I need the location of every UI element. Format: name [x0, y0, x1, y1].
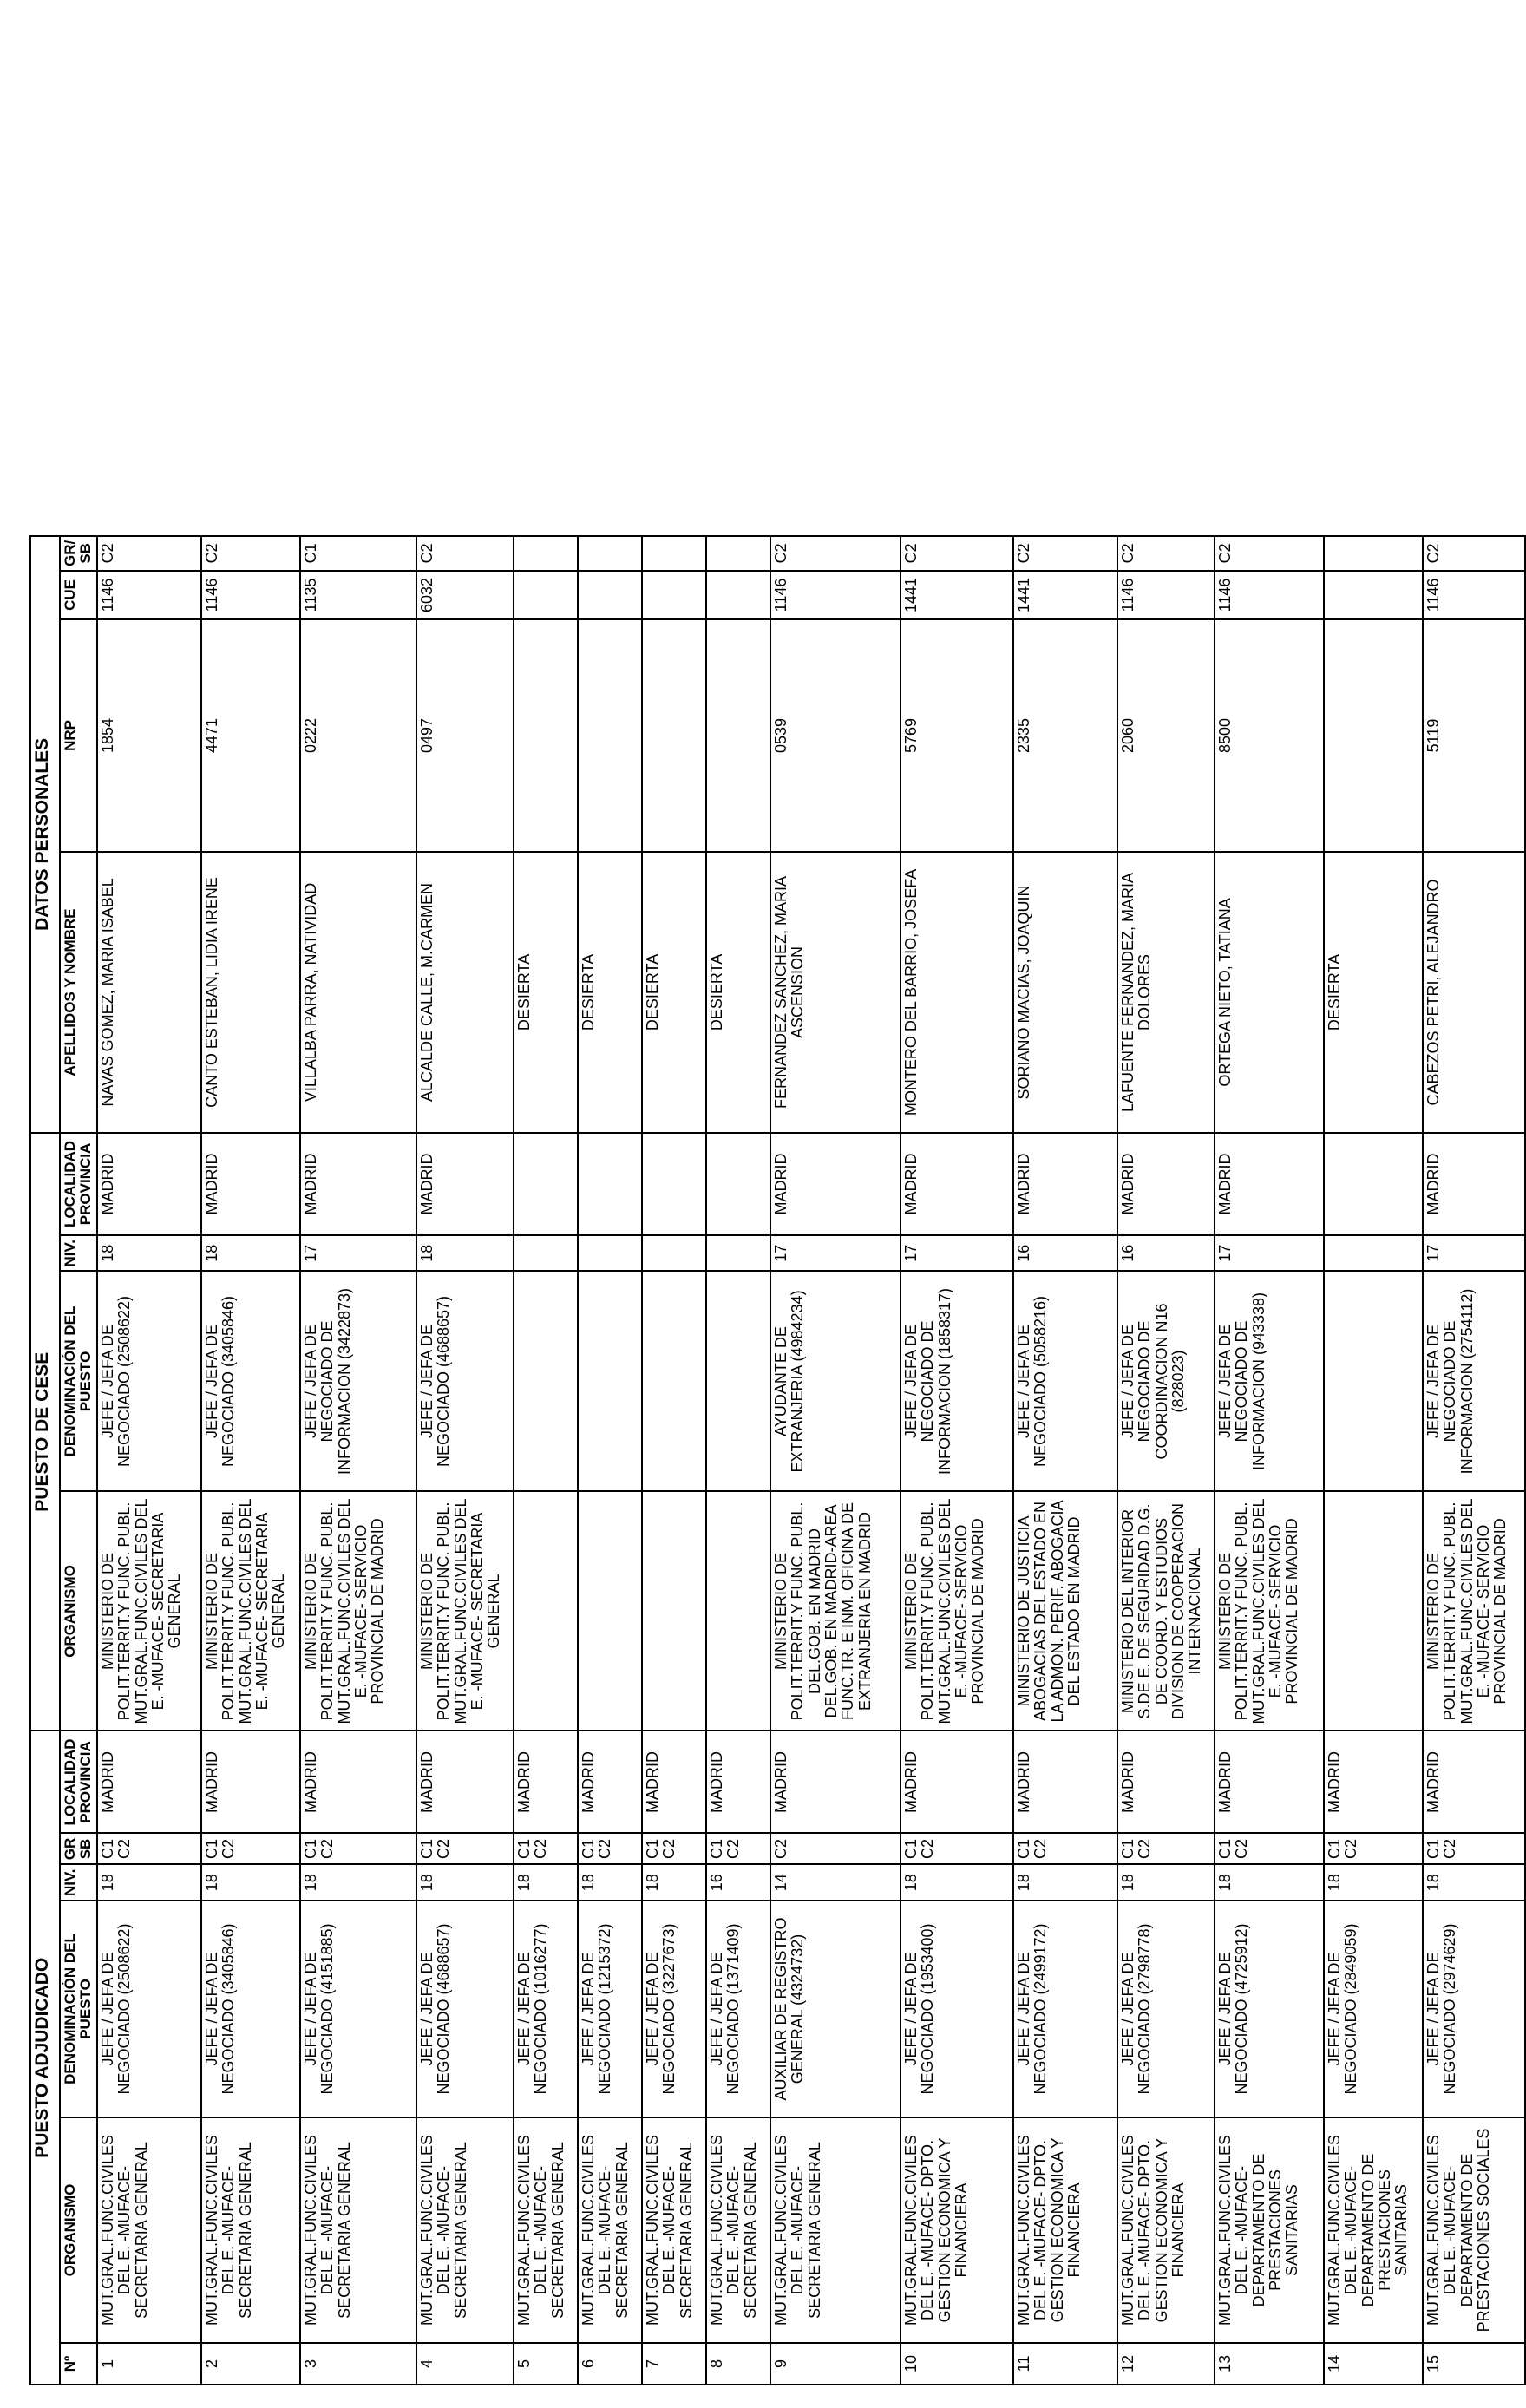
- cell-organismo: MUT.GRAL.FUNC.CIVILES DEL E. -MUFACE- DPTO. GESTION ECONOMICA Y FINANCIERA: [901, 2117, 1013, 2343]
- cell-num: 1: [97, 2343, 201, 2385]
- cell-gr-sb-2: [642, 536, 706, 571]
- cell-cese-niv: 18: [97, 1235, 201, 1272]
- cell-apellidos: DESIERTA: [1324, 852, 1423, 1133]
- cell-gr-sb: C1 C2: [300, 1833, 416, 1864]
- cell-cese-organismo: MINISTERIO DE POLIT.TERRIT.Y FUNC. PUBL. MUT.GRAL.FUNC.CIVILES DEL E. -MUFACE- SECRETARIA GENERAL: [201, 1491, 300, 1731]
- cell-cese-localidad: MADRID: [300, 1133, 416, 1235]
- cell-cue: 1146: [1215, 571, 1324, 619]
- cell-denominacion: JEFE / JEFA DE NEGOCIADO (3227673): [642, 1901, 706, 2117]
- col-cese-denominacion: DENOMINACIÓN DEL PUESTO: [60, 1271, 97, 1491]
- cell-niv: 18: [1013, 1864, 1117, 1901]
- cell-apellidos: CABEZOS PETRI, ALEJANDRO: [1423, 852, 1525, 1133]
- resolution-table: [29, 535, 1526, 2385]
- cell-localidad: MADRID: [1423, 1731, 1525, 1833]
- cell-cese-denominacion: AYUDANTE DE EXTRANJERIA (4984234): [770, 1271, 901, 1491]
- cell-localidad: MADRID: [97, 1731, 201, 1833]
- cell-cese-niv: 18: [416, 1235, 514, 1272]
- cell-cese-localidad: [1324, 1133, 1423, 1235]
- cell-organismo: MUT.GRAL.FUNC.CIVILES DEL E. -MUFACE- SECRETARIA GENERAL: [97, 2117, 201, 2343]
- cell-num: 6: [578, 2343, 642, 2385]
- cell-localidad: MADRID: [901, 1731, 1013, 1833]
- col-apellidos: APELLIDOS Y NOMBRE: [60, 852, 97, 1133]
- cell-organismo: MUT.GRAL.FUNC.CIVILES DEL E. -MUFACE- SECRETARIA GENERAL: [642, 2117, 706, 2343]
- cell-niv: 18: [97, 1864, 201, 1901]
- cell-apellidos: MONTERO DEL BARRIO, JOSEFA: [901, 852, 1013, 1133]
- cell-nrp: [514, 619, 578, 852]
- cell-cese-localidad: [706, 1133, 770, 1235]
- cell-nrp: [578, 619, 642, 852]
- cell-nrp: [642, 619, 706, 852]
- cell-niv: 18: [578, 1864, 642, 1901]
- cell-gr-sb-2: C2: [901, 536, 1013, 571]
- cell-cese-denominacion: JEFE / JEFA DE NEGOCIADO DE INFORMACION (3422873): [300, 1271, 416, 1491]
- cell-cese-denominacion: JEFE / JEFA DE NEGOCIADO DE INFORMACION (2754112): [1423, 1271, 1525, 1491]
- cell-niv: 18: [1324, 1864, 1423, 1901]
- cell-nrp: 1854: [97, 619, 201, 852]
- col-cese-organismo: ORGANISMO: [60, 1491, 97, 1731]
- cell-denominacion: JEFE / JEFA DE NEGOCIADO (2798778): [1117, 1901, 1215, 2117]
- cell-gr-sb-2: [706, 536, 770, 571]
- cell-gr-sb: C1 C2: [1215, 1833, 1324, 1864]
- cell-gr-sb: C1 C2: [97, 1833, 201, 1864]
- cell-cese-niv: 16: [1013, 1235, 1117, 1272]
- cell-localidad: MADRID: [201, 1731, 300, 1833]
- cell-cese-localidad: MADRID: [201, 1133, 300, 1235]
- cell-nrp: 2335: [1013, 619, 1117, 852]
- cell-cese-denominacion: JEFE / JEFA DE NEGOCIADO (4688657): [416, 1271, 514, 1491]
- table-row: [1324, 536, 1423, 2385]
- cell-cese-niv: 17: [901, 1235, 1013, 1272]
- cell-num: 11: [1013, 2343, 1117, 2385]
- cell-nrp: 5769: [901, 619, 1013, 852]
- table-row: [1117, 536, 1215, 2385]
- cell-cese-niv: [642, 1235, 706, 1272]
- cell-denominacion: JEFE / JEFA DE NEGOCIADO (4688657): [416, 1901, 514, 2117]
- cell-cese-organismo: MINISTERIO DE POLIT.TERRIT.Y FUNC. PUBL. MUT.GRAL.FUNC.CIVILES DEL E. -MUFACE- SERVICIO PROVINCIAL DE MADRID: [1423, 1491, 1525, 1731]
- cell-denominacion: JEFE / JEFA DE NEGOCIADO (4151885): [300, 1901, 416, 2117]
- col-gr-sb: GR SB: [60, 1833, 97, 1864]
- cell-localidad: MADRID: [300, 1731, 416, 1833]
- cell-apellidos: SORIANO MACIAS, JOAQUIN: [1013, 852, 1117, 1133]
- cell-denominacion: JEFE / JEFA DE NEGOCIADO (2974629): [1423, 1901, 1525, 2117]
- table-row: [1215, 536, 1324, 2385]
- cell-gr-sb-2: [514, 536, 578, 571]
- cell-niv: 18: [201, 1864, 300, 1901]
- cell-cese-denominacion: [514, 1271, 578, 1491]
- cell-denominacion: JEFE / JEFA DE NEGOCIADO (1016277): [514, 1901, 578, 2117]
- cell-niv: 18: [901, 1864, 1013, 1901]
- section-puesto-adjudicado: PUESTO ADJUDICADO: [30, 1731, 60, 2385]
- cell-cese-denominacion: [706, 1271, 770, 1491]
- cell-nrp: [706, 619, 770, 852]
- col-niv: NIV.: [60, 1864, 97, 1901]
- cell-cese-niv: 17: [1215, 1235, 1324, 1272]
- cell-cue: 1135: [300, 571, 416, 619]
- cell-cese-organismo: MINISTERIO DE POLIT.TERRIT.Y FUNC. PUBL. MUT.GRAL.FUNC.CIVILES DEL E. -MUFACE- SERVICIO PROVINCIAL DE MADRID: [300, 1491, 416, 1731]
- cell-apellidos: FERNANDEZ SANCHEZ, MARIA ASCENSION: [770, 852, 901, 1133]
- cell-organismo: MUT.GRAL.FUNC.CIVILES DEL E. -MUFACE- DPTO. GESTION ECONOMICA Y FINANCIERA: [1117, 2117, 1215, 2343]
- cell-cese-organismo: MINISTERIO DE JUSTICIA ABOGACIAS DEL ESTADO EN LA ADMON. PERIF. ABOGACIA DEL ESTADO EN MADRID: [1013, 1491, 1117, 1731]
- cell-cese-localidad: MADRID: [97, 1133, 201, 1235]
- cell-cese-localidad: MADRID: [901, 1133, 1013, 1235]
- cell-gr-sb-2: [578, 536, 642, 571]
- table-row: [1013, 536, 1117, 2385]
- cell-apellidos: NAVAS GOMEZ, MARIA ISABEL: [97, 852, 201, 1133]
- cell-cue: [642, 571, 706, 619]
- cell-denominacion: JEFE / JEFA DE NEGOCIADO (3405846): [201, 1901, 300, 2117]
- table-row: [642, 536, 706, 2385]
- cell-num: 7: [642, 2343, 706, 2385]
- cell-num: 2: [201, 2343, 300, 2385]
- cell-localidad: MADRID: [1117, 1731, 1215, 1833]
- cell-nrp: 0497: [416, 619, 514, 852]
- cell-denominacion: JEFE / JEFA DE NEGOCIADO (2849059): [1324, 1901, 1423, 2117]
- cell-cese-localidad: MADRID: [1117, 1133, 1215, 1235]
- cell-cue: 1146: [770, 571, 901, 619]
- col-denominacion: DENOMINACIÓN DEL PUESTO: [60, 1901, 97, 2117]
- cell-cue: [1324, 571, 1423, 619]
- cell-cese-organismo: MINISTERIO DE POLIT.TERRIT.Y FUNC. PUBL. MUT.GRAL.FUNC.CIVILES DEL E. -MUFACE- SECRETARIA GENERAL: [97, 1491, 201, 1731]
- cell-num: 15: [1423, 2343, 1525, 2385]
- cell-cese-niv: 17: [770, 1235, 901, 1272]
- cell-cue: 1146: [1117, 571, 1215, 619]
- cell-denominacion: JEFE / JEFA DE NEGOCIADO (2499172): [1013, 1901, 1117, 2117]
- cell-gr-sb-2: C2: [1423, 536, 1525, 571]
- cell-num: 13: [1215, 2343, 1324, 2385]
- cell-cese-organismo: MINISTERIO DE POLIT.TERRIT.Y FUNC. PUBL. MUT.GRAL.FUNC.CIVILES DEL E. -MUFACE- SECRETARIA GENERAL: [416, 1491, 514, 1731]
- col-localidad: LOCALIDAD PROVINCIA: [60, 1731, 97, 1833]
- cell-gr-sb: C1 C2: [1013, 1833, 1117, 1864]
- cell-apellidos: ORTEGA NIETO, TATIANA: [1215, 852, 1324, 1133]
- cell-cese-niv: 18: [201, 1235, 300, 1272]
- cell-cese-organismo: MINISTERIO DEL INTERIOR S.DE E. DE SEGURIDAD D.G. DE COORD. Y ESTUDIOS DIVISION DE COOPERACION INTERNACIONAL: [1117, 1491, 1215, 1731]
- cell-organismo: MUT.GRAL.FUNC.CIVILES DEL E. -MUFACE- DEPARTAMENTO DE PRESTACIONES SOCIALES: [1423, 2117, 1525, 2343]
- cell-denominacion: JEFE / JEFA DE NEGOCIADO (1215372): [578, 1901, 642, 2117]
- cell-apellidos: CANTO ESTEBAN, LIDIA IRENE: [201, 852, 300, 1133]
- cell-cese-localidad: [578, 1133, 642, 1235]
- cell-cese-denominacion: JEFE / JEFA DE NEGOCIADO DE COORDINACION N16 (828023): [1117, 1271, 1215, 1491]
- cell-localidad: MADRID: [1215, 1731, 1324, 1833]
- cell-apellidos: VILLALBA PARRA, NATIVIDAD: [300, 852, 416, 1133]
- cell-organismo: MUT.GRAL.FUNC.CIVILES DEL E. -MUFACE- DEPARTAMENTO DE PRESTACIONES SANITARIAS: [1215, 2117, 1324, 2343]
- cell-organismo: MUT.GRAL.FUNC.CIVILES DEL E. -MUFACE- SECRETARIA GENERAL: [514, 2117, 578, 2343]
- cell-gr-sb: C1 C2: [901, 1833, 1013, 1864]
- cell-organismo: MUT.GRAL.FUNC.CIVILES DEL E. -MUFACE- DPTO. GESTION ECONOMICA Y FINANCIERA: [1013, 2117, 1117, 2343]
- col-gr-sb-2: GR/ SB: [60, 536, 97, 571]
- cell-cese-localidad: MADRID: [1423, 1133, 1525, 1235]
- cell-gr-sb-2: C2: [97, 536, 201, 571]
- cell-cese-organismo: [1324, 1491, 1423, 1731]
- cell-num: 8: [706, 2343, 770, 2385]
- cell-apellidos: DESIERTA: [706, 852, 770, 1133]
- cell-organismo: MUT.GRAL.FUNC.CIVILES DEL E. -MUFACE- SECRETARIA GENERAL: [770, 2117, 901, 2343]
- cell-cese-denominacion: JEFE / JEFA DE NEGOCIADO DE INFORMACION (943338): [1215, 1271, 1324, 1491]
- table-row: [416, 536, 514, 2385]
- cell-nrp: 0222: [300, 619, 416, 852]
- col-organismo: ORGANISMO: [60, 2117, 97, 2343]
- table-row: [901, 536, 1013, 2385]
- cell-cese-niv: [514, 1235, 578, 1272]
- cell-organismo: MUT.GRAL.FUNC.CIVILES DEL E. -MUFACE- SECRETARIA GENERAL: [201, 2117, 300, 2343]
- cell-num: 14: [1324, 2343, 1423, 2385]
- cell-cese-localidad: MADRID: [770, 1133, 901, 1235]
- cell-cue: 1146: [1423, 571, 1525, 619]
- cell-cese-denominacion: [642, 1271, 706, 1491]
- cell-cue: 1146: [97, 571, 201, 619]
- table-row: [1423, 536, 1525, 2385]
- cell-denominacion: JEFE / JEFA DE NEGOCIADO (2508622): [97, 1901, 201, 2117]
- col-nrp: NRP: [60, 619, 97, 852]
- cell-cese-localidad: MADRID: [416, 1133, 514, 1235]
- cell-cese-niv: [706, 1235, 770, 1272]
- cell-gr-sb-2: C1: [300, 536, 416, 571]
- cell-niv: 18: [416, 1864, 514, 1901]
- cell-cese-organismo: MINISTERIO DE POLIT.TERRIT.Y FUNC. PUBL. DEL.GOB. EN MADRID DEL.GOB. EN MADRID-AREA FUNC.TR. E INM. OFICINA DE EXTRANJERIA EN MADRID: [770, 1491, 901, 1731]
- cell-cue: [578, 571, 642, 619]
- cell-niv: 16: [706, 1864, 770, 1901]
- cell-niv: 18: [1215, 1864, 1324, 1901]
- cell-apellidos: DESIERTA: [642, 852, 706, 1133]
- table-row: [201, 536, 300, 2385]
- cell-nrp: 4471: [201, 619, 300, 852]
- cell-gr-sb: C1 C2: [642, 1833, 706, 1864]
- cell-localidad: MADRID: [416, 1731, 514, 1833]
- cell-denominacion: JEFE / JEFA DE NEGOCIADO (4725912): [1215, 1901, 1324, 2117]
- cell-cese-organismo: [706, 1491, 770, 1731]
- cell-gr-sb: C1 C2: [706, 1833, 770, 1864]
- cell-cese-niv: 16: [1117, 1235, 1215, 1272]
- cell-localidad: MADRID: [642, 1731, 706, 1833]
- cell-cese-localidad: MADRID: [1013, 1133, 1117, 1235]
- cell-apellidos: DESIERTA: [578, 852, 642, 1133]
- table-row: [514, 536, 578, 2385]
- cell-gr-sb-2: C2: [201, 536, 300, 571]
- cell-cese-niv: [1324, 1235, 1423, 1272]
- cell-cue: 1146: [201, 571, 300, 619]
- cell-localidad: MADRID: [706, 1731, 770, 1833]
- cell-localidad: MADRID: [1013, 1731, 1117, 1833]
- cell-gr-sb-2: C2: [770, 536, 901, 571]
- cell-cese-denominacion: [1324, 1271, 1423, 1491]
- cell-cese-denominacion: JEFE / JEFA DE NEGOCIADO (2508622): [97, 1271, 201, 1491]
- cell-cese-denominacion: JEFE / JEFA DE NEGOCIADO (3405846): [201, 1271, 300, 1491]
- cell-localidad: MADRID: [770, 1731, 901, 1833]
- cell-denominacion: JEFE / JEFA DE NEGOCIADO (1371409): [706, 1901, 770, 2117]
- cell-nrp: 8500: [1215, 619, 1324, 852]
- cell-organismo: MUT.GRAL.FUNC.CIVILES DEL E. -MUFACE- SECRETARIA GENERAL: [578, 2117, 642, 2343]
- cell-cese-denominacion: JEFE / JEFA DE NEGOCIADO DE INFORMACION (1858317): [901, 1271, 1013, 1491]
- cell-nrp: [1324, 619, 1423, 852]
- cell-denominacion: AUXILIAR DE REGISTRO GENERAL (4324732): [770, 1901, 901, 2117]
- cell-gr-sb-2: C2: [416, 536, 514, 571]
- cell-gr-sb: C1 C2: [201, 1833, 300, 1864]
- cell-num: 4: [416, 2343, 514, 2385]
- cell-localidad: MADRID: [578, 1731, 642, 1833]
- cell-gr-sb: C1 C2: [1423, 1833, 1525, 1864]
- cell-num: 5: [514, 2343, 578, 2385]
- col-cese-localidad: LOCALIDAD PROVINCIA: [60, 1133, 97, 1235]
- cell-organismo: MUT.GRAL.FUNC.CIVILES DEL E. -MUFACE- SECRETARIA GENERAL: [416, 2117, 514, 2343]
- table-row: [97, 536, 201, 2385]
- cell-gr-sb: C1 C2: [1324, 1833, 1423, 1864]
- cell-cese-denominacion: JEFE / JEFA DE NEGOCIADO (5058216): [1013, 1271, 1117, 1491]
- cell-localidad: MADRID: [1324, 1731, 1423, 1833]
- table-row: [706, 536, 770, 2385]
- cell-cue: 1441: [1013, 571, 1117, 619]
- cell-num: 10: [901, 2343, 1013, 2385]
- cell-cese-denominacion: [578, 1271, 642, 1491]
- cell-gr-sb-2: C2: [1117, 536, 1215, 571]
- cell-cue: 6032: [416, 571, 514, 619]
- cell-localidad: MADRID: [514, 1731, 578, 1833]
- cell-gr-sb-2: C2: [1013, 536, 1117, 571]
- cell-gr-sb: C1 C2: [514, 1833, 578, 1864]
- cell-num: 9: [770, 2343, 901, 2385]
- cell-apellidos: ALCALDE CALLE, M.CARMEN: [416, 852, 514, 1133]
- cell-cese-organismo: MINISTERIO DE POLIT.TERRIT.Y FUNC. PUBL. MUT.GRAL.FUNC.CIVILES DEL E. -MUFACE- SERVICIO PROVINCIAL DE MADRID: [901, 1491, 1013, 1731]
- cell-cese-organismo: [514, 1491, 578, 1731]
- cell-gr-sb-2: [1324, 536, 1423, 571]
- col-cese-niv: NIV.: [60, 1235, 97, 1272]
- cell-cese-niv: 17: [300, 1235, 416, 1272]
- cell-nrp: 5119: [1423, 619, 1525, 852]
- cell-cese-organismo: MINISTERIO DE POLIT.TERRIT.Y FUNC. PUBL. MUT.GRAL.FUNC.CIVILES DEL E. -MUFACE- SERVICIO PROVINCIAL DE MADRID: [1215, 1491, 1324, 1731]
- cell-cue: 1441: [901, 571, 1013, 619]
- cell-gr-sb: C1 C2: [1117, 1833, 1215, 1864]
- cell-num: 3: [300, 2343, 416, 2385]
- cell-gr-sb: C1 C2: [416, 1833, 514, 1864]
- cell-organismo: MUT.GRAL.FUNC.CIVILES DEL E. -MUFACE- SECRETARIA GENERAL: [300, 2117, 416, 2343]
- cell-nrp: 0539: [770, 619, 901, 852]
- cell-niv: 18: [642, 1864, 706, 1901]
- cell-cese-niv: 17: [1423, 1235, 1525, 1272]
- cell-nrp: 2060: [1117, 619, 1215, 852]
- cell-cese-organismo: [642, 1491, 706, 1731]
- cell-niv: 14: [770, 1864, 901, 1901]
- cell-organismo: MUT.GRAL.FUNC.CIVILES DEL E. -MUFACE- SECRETARIA GENERAL: [706, 2117, 770, 2343]
- col-cue: CUE: [60, 571, 97, 619]
- cell-cese-localidad: MADRID: [1215, 1133, 1324, 1235]
- cell-cese-niv: [578, 1235, 642, 1272]
- cell-niv: 18: [1117, 1864, 1215, 1901]
- cell-gr-sb: C1 C2: [578, 1833, 642, 1864]
- cell-apellidos: DESIERTA: [514, 852, 578, 1133]
- cell-denominacion: JEFE / JEFA DE NEGOCIADO (1953400): [901, 1901, 1013, 2117]
- cell-cue: [706, 571, 770, 619]
- section-datos-personales: DATOS PERSONALES: [30, 536, 60, 1133]
- cell-cese-localidad: [642, 1133, 706, 1235]
- cell-niv: 18: [514, 1864, 578, 1901]
- table-row: [578, 536, 642, 2385]
- cell-organismo: MUT.GRAL.FUNC.CIVILES DEL E. -MUFACE- DEPARTAMENTO DE PRESTACIONES SANITARIAS: [1324, 2117, 1423, 2343]
- cell-cese-localidad: [514, 1133, 578, 1235]
- cell-cue: [514, 571, 578, 619]
- section-puesto-cese: PUESTO DE CESE: [30, 1133, 60, 1731]
- table-row: [300, 536, 416, 2385]
- cell-apellidos: LAFUENTE FERNANDEZ, MARIA DOLORES: [1117, 852, 1215, 1133]
- cell-niv: 18: [300, 1864, 416, 1901]
- col-num: Nº: [60, 2343, 97, 2385]
- cell-niv: 18: [1423, 1864, 1525, 1901]
- cell-gr-sb-2: C2: [1215, 536, 1324, 571]
- table-row: [770, 536, 901, 2385]
- cell-cese-organismo: [578, 1491, 642, 1731]
- cell-gr-sb: C2: [770, 1833, 901, 1864]
- cell-num: 12: [1117, 2343, 1215, 2385]
